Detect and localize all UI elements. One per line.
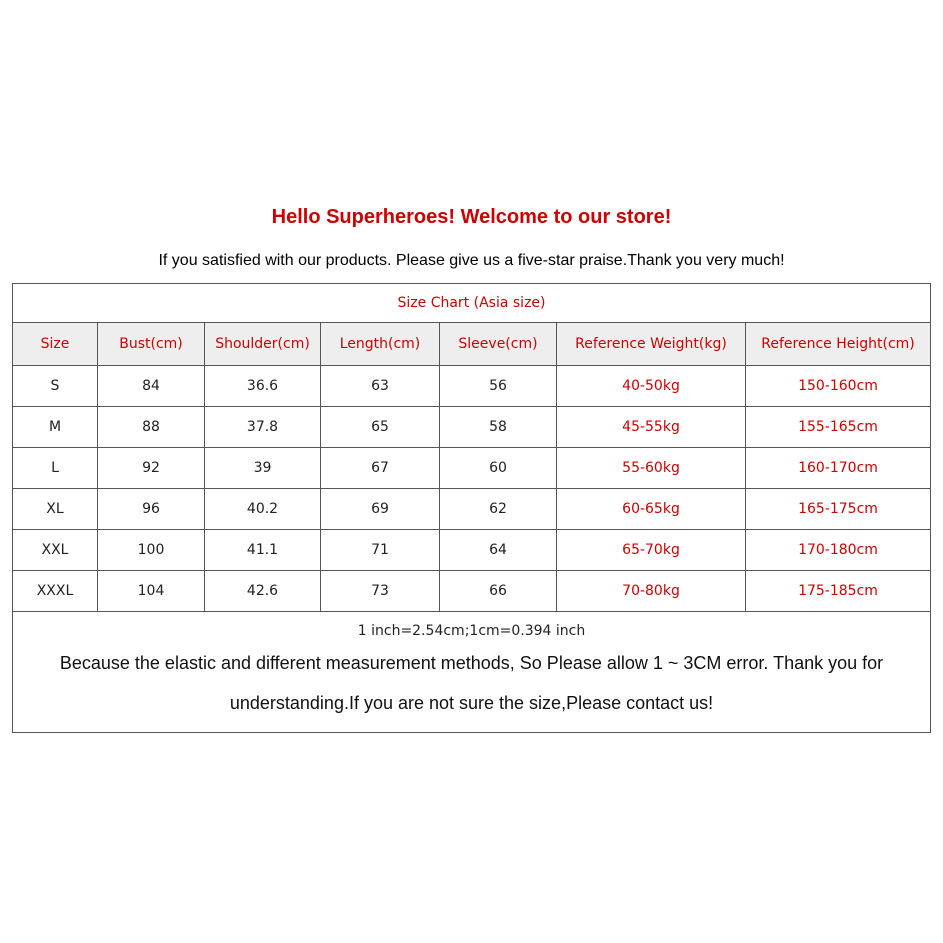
praise-request-text: If you satisfied with our products. Please give us a five-star praise.Thank you very much! <box>158 252 785 269</box>
cell-size: M <box>13 407 98 448</box>
cell-size: XL <box>13 489 98 530</box>
cell-bust: 96 <box>98 489 205 530</box>
table-footer-cell <box>13 612 931 733</box>
cell-shoulder: 36.6 <box>205 366 321 407</box>
size-chart-table <box>12 283 931 733</box>
table-row <box>13 489 931 530</box>
size-chart-caption-row <box>13 284 931 323</box>
cell-bust: 100 <box>98 530 205 571</box>
cell-length: 71 <box>321 530 440 571</box>
table-row <box>13 571 931 612</box>
cell-length: 67 <box>321 448 440 489</box>
cell-size: XXXL <box>13 571 98 612</box>
cell-reference-height: 150-160cm <box>746 366 931 407</box>
cell-shoulder: 40.2 <box>205 489 321 530</box>
header-bust: Bust(cm) <box>98 323 205 366</box>
cell-sleeve: 66 <box>440 571 557 612</box>
cell-size: L <box>13 448 98 489</box>
cell-length: 65 <box>321 407 440 448</box>
cell-length: 63 <box>321 366 440 407</box>
table-footer-row <box>13 612 931 733</box>
cell-sleeve: 60 <box>440 448 557 489</box>
store-welcome-headline: Hello Superheroes! Welcome to our store! <box>271 206 672 228</box>
cell-reference-height: 160-170cm <box>746 448 931 489</box>
cell-size: S <box>13 366 98 407</box>
header-reference-height: Reference Height(cm) <box>746 323 931 366</box>
cell-sleeve: 58 <box>440 407 557 448</box>
table-row <box>13 366 931 407</box>
cell-bust: 88 <box>98 407 205 448</box>
cell-reference-weight: 70-80kg <box>557 571 746 612</box>
cell-reference-weight: 60-65kg <box>557 489 746 530</box>
cell-shoulder: 39 <box>205 448 321 489</box>
header-shoulder: Shoulder(cm) <box>205 323 321 366</box>
cell-reference-height: 175-185cm <box>746 571 931 612</box>
table-row <box>13 530 931 571</box>
cell-sleeve: 64 <box>440 530 557 571</box>
table-row <box>13 407 931 448</box>
header-reference-weight: Reference Weight(kg) <box>557 323 746 366</box>
cell-sleeve: 62 <box>440 489 557 530</box>
table-row <box>13 448 931 489</box>
cell-reference-height: 165-175cm <box>746 489 931 530</box>
cell-bust: 104 <box>98 571 205 612</box>
measurement-error-note: Because the elastic and different measurement methods, So Please allow 1 ~ 3CM error. Thank you for understanding.If you are not sure the size,Please contact us! <box>59 653 884 713</box>
cell-reference-weight: 65-70kg <box>557 530 746 571</box>
header-size: Size <box>13 323 98 366</box>
cell-sleeve: 56 <box>440 366 557 407</box>
cell-reference-weight: 55-60kg <box>557 448 746 489</box>
cell-shoulder: 37.8 <box>205 407 321 448</box>
table-header-row <box>13 323 931 366</box>
cell-shoulder: 42.6 <box>205 571 321 612</box>
unit-conversion-text: 1 inch=2.54cm;1cm=0.394 inch <box>357 623 586 639</box>
cell-reference-weight: 40-50kg <box>557 366 746 407</box>
cell-reference-weight: 45-55kg <box>557 407 746 448</box>
cell-size: XXL <box>13 530 98 571</box>
cell-reference-height: 155-165cm <box>746 407 931 448</box>
header-length: Length(cm) <box>321 323 440 366</box>
header-sleeve: Sleeve(cm) <box>440 323 557 366</box>
cell-reference-height: 170-180cm <box>746 530 931 571</box>
cell-length: 69 <box>321 489 440 530</box>
cell-shoulder: 41.1 <box>205 530 321 571</box>
size-chart-caption: Size Chart (Asia size) <box>13 284 931 323</box>
cell-bust: 92 <box>98 448 205 489</box>
cell-bust: 84 <box>98 366 205 407</box>
cell-length: 73 <box>321 571 440 612</box>
